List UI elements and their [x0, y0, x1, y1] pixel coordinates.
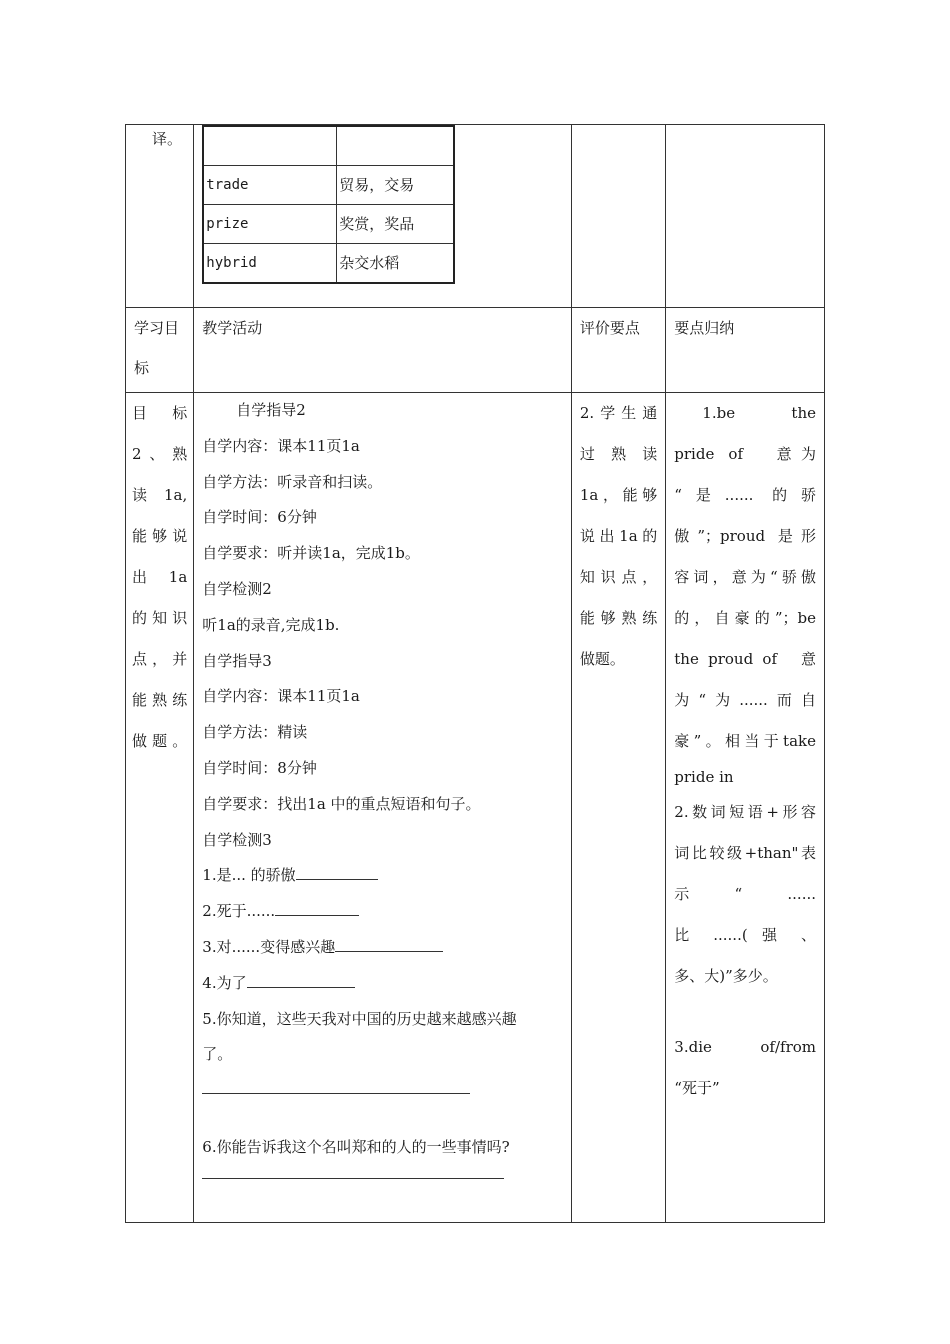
activities-cell [194, 393, 572, 1223]
vocab-word [203, 126, 337, 166]
answer-blank-5[interactable] [202, 1075, 470, 1094]
row1-col1 [126, 125, 194, 308]
question-3-text: 3.对......变得感兴趣 [202, 937, 336, 956]
answer-blank-6[interactable] [202, 1166, 504, 1179]
spacer [202, 1094, 563, 1130]
vocab-word: prize [203, 205, 337, 244]
question-3 [202, 930, 563, 966]
question-2 [202, 894, 563, 930]
objective-line: 点，并 [132, 650, 188, 668]
header-summary: 要点归纳 [674, 319, 735, 337]
vocab-meaning: 杂交水稻 [337, 244, 455, 284]
objective-line: 能够说 [132, 527, 188, 545]
guide3-time: 自学时间：8分钟 [202, 758, 317, 777]
objective-cell [126, 393, 194, 1223]
header-row [126, 308, 825, 393]
guide2-time: 自学时间：6分钟 [202, 508, 317, 527]
check2-text: 听1a的录音,完成1b. [202, 615, 340, 634]
vocab-row-3 [203, 244, 454, 284]
question-2-text: 2.死于...... [202, 902, 276, 921]
evaluation-line: 说出1a的 [579, 527, 658, 545]
vocab-table [202, 125, 455, 284]
row1-col1-text: 译。 [152, 130, 183, 148]
objective-line: 读 1a, [132, 486, 188, 504]
guide2-method: 自学方法：听录音和扫读。 [202, 472, 383, 491]
vocab-row-1 [203, 166, 454, 205]
summary-line: “是...... 的骄 [674, 486, 816, 504]
evaluation-line: 过熟读 [579, 445, 658, 463]
answer-blank-3[interactable] [335, 931, 443, 952]
question-5: 5.你知道，这些天我对中国的历史越来越感兴趣 [202, 1009, 517, 1028]
guide3-title: 自学指导3 [202, 651, 272, 670]
vocab-row-0 [203, 126, 454, 166]
guide2-title: 自学指导2 [236, 401, 306, 419]
summary-line: 的，自豪的”；be [674, 609, 816, 627]
summary-line: 2.数词短语+形容 [674, 803, 816, 821]
answer-blank-4[interactable] [247, 967, 355, 988]
summary-line: 比 ......( 强 、 [674, 926, 816, 944]
evaluation-line: 能够熟练 [579, 609, 658, 627]
header-col2 [194, 308, 572, 393]
guide2-requirement: 自学要求：听并读1a，完成1b。 [202, 544, 420, 563]
question-4 [202, 966, 563, 1002]
question-1 [202, 858, 563, 894]
vocab-word: trade [203, 166, 337, 205]
summary-line: 豪”。相当于take [674, 732, 816, 750]
summary-line: 词比较级+than"表 [674, 844, 816, 862]
guide3-content: 自学内容：课本11页1a [202, 687, 360, 706]
spacer [674, 997, 816, 1027]
evaluation-line: 知识点， [579, 568, 658, 586]
objective-line: 的知识 [132, 609, 188, 627]
evaluation-line: 2.学生通 [579, 404, 658, 422]
row1-col3 [571, 125, 665, 308]
summary-line: 容词，意为“骄傲 [674, 568, 816, 586]
summary-line: 3.die of/from [674, 1038, 816, 1056]
summary-line: 傲”；proud 是形 [674, 527, 816, 545]
objective-line: 出 1a [132, 568, 188, 586]
objective-line: 2、熟 [132, 445, 188, 463]
objective-line: 目 标 [132, 404, 188, 422]
vocab-word: hybrid [203, 244, 337, 284]
summary-line: 示 “ ...... [674, 885, 816, 903]
summary-line: pride in [674, 768, 734, 786]
question-4-text: 4.为了 [202, 973, 247, 992]
evaluation-line: 做题。 [579, 650, 625, 668]
header-col1 [126, 308, 194, 393]
summary-line: 多、大)”多少。 [674, 967, 778, 985]
row1-col2 [194, 125, 572, 308]
vocab-meaning: 贸易，交易 [337, 166, 455, 205]
summary-line: “死于” [674, 1079, 720, 1097]
vocab-meaning [337, 126, 455, 166]
evaluation-cell [571, 393, 665, 1223]
summary-cell [666, 393, 825, 1223]
row1-col4 [666, 125, 825, 308]
content-row [126, 393, 825, 1223]
guide3-requirement: 自学要求：找出1a 中的重点短语和句子。 [202, 794, 481, 813]
header-col4 [666, 308, 825, 393]
objective-line: 做题。 [132, 732, 188, 750]
summary-line: 为“为......而自 [674, 691, 816, 709]
evaluation-line: 1a，能够 [579, 486, 658, 504]
vocab-row-2 [203, 205, 454, 244]
lesson-plan-table [125, 124, 825, 1223]
question-5-cont: 了。 [202, 1045, 233, 1064]
check3-title: 自学检测3 [202, 830, 272, 849]
vocab-row [126, 125, 825, 308]
header-col1-line2: 标 [134, 359, 150, 377]
objective-line: 能熟练 [132, 691, 188, 709]
guide2-content: 自学内容：课本11页1a [202, 436, 360, 455]
header-activities: 教学活动 [202, 319, 263, 337]
vocab-meaning: 奖赏，奖品 [337, 205, 455, 244]
header-col1-line1: 学习目 [134, 319, 180, 337]
summary-line: 1.be the [702, 404, 816, 422]
question-6: 6.你能告诉我这个名叫郑和的人的一些事情吗? [202, 1138, 510, 1157]
answer-blank-1[interactable] [296, 859, 378, 880]
header-col3 [571, 308, 665, 393]
header-evaluation: 评价要点 [579, 319, 640, 337]
summary-line: the proud of 意 [674, 650, 816, 668]
answer-blank-2[interactable] [275, 895, 359, 916]
summary-line: pride of 意为 [674, 445, 816, 463]
check2-title: 自学检测2 [202, 579, 272, 598]
guide3-method: 自学方法：精读 [202, 723, 308, 742]
question-1-text: 1.是... 的骄傲 [202, 866, 296, 885]
